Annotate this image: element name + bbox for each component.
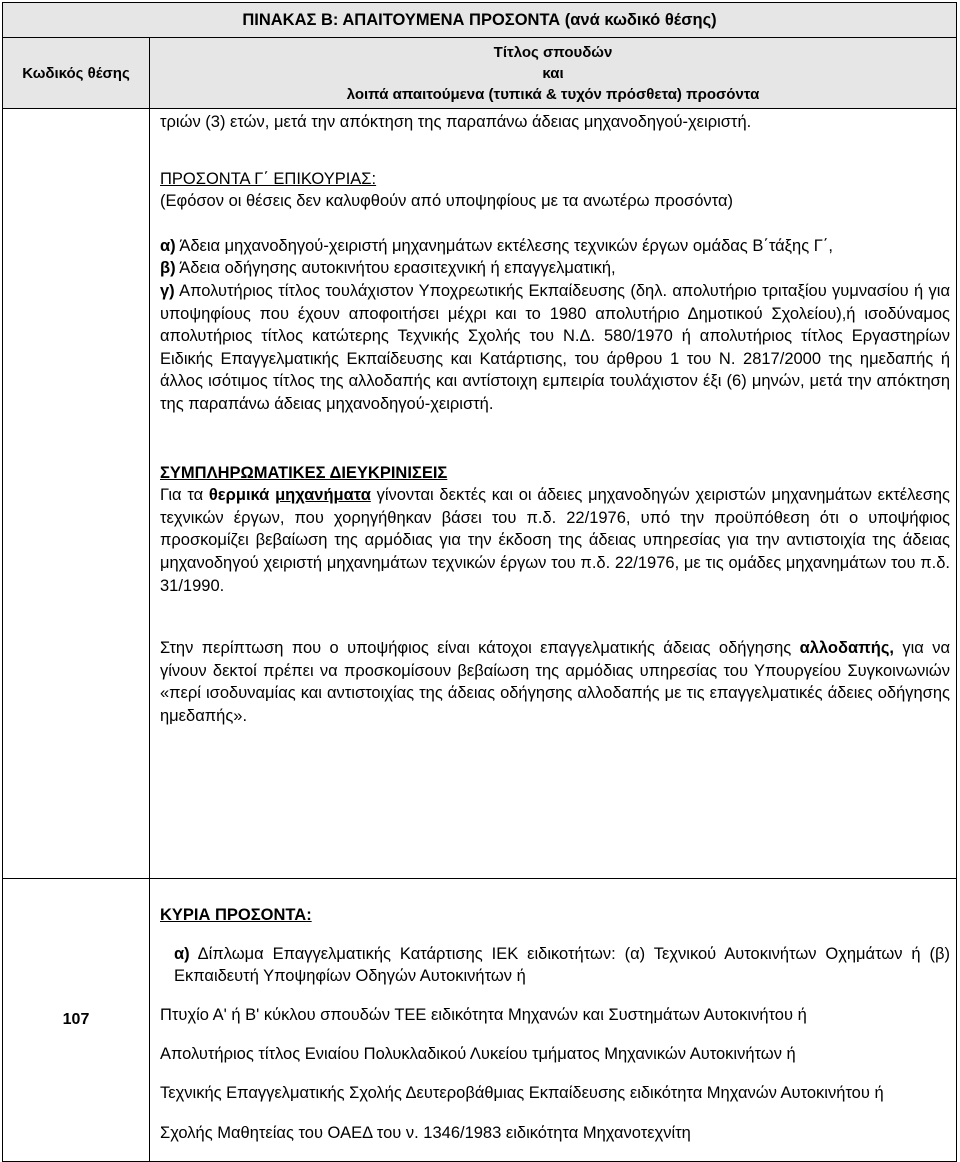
aux-item-c-text: Απολυτήριος τίτλος τουλάχιστον Υποχρεωτικής Εκπαίδευσης (δηλ. απολυτήριο τριταξίου γυμνασίου ή για υποψηφίους που έχουν αποφοιτήσει μέχρι και το 1980 απολυτήριο Δημοτικού Σχολείου),ή ισοδύναμος απολυτήριος τίτλος κατώτερης Τεχνικής Σχολής του Ν.Δ. 580/1970 ή απολυτήριος τίτλος Εργαστηρίων Ειδικής Επαγγελματικής Εκπαίδευσης και Κατάρτισης, του άρθρου 1 του Ν. 2817/2000 της ημεδαπής ή άλλος ισότιμος τίτλος της αλλοδαπής και αντίστοιχη εμπειρία τουλάχιστον έξι (6) μηνών, μετά την απόκτηση της παραπάνω άδειας μηχανοδηγού-χειριστή. bbox=[160, 281, 950, 413]
table-row bbox=[3, 109, 957, 879]
clarif-p2-pre: Στην περίπτωση που ο υποψήφιος είναι κάτοχοι επαγγελματικής άδειας οδήγησης bbox=[160, 639, 800, 658]
aux-item-a bbox=[160, 235, 950, 258]
col-header-line-1: Τίτλος σπουδών bbox=[493, 43, 613, 61]
clarif-p1-bold-2: μηχανήματα bbox=[275, 486, 371, 505]
aux-item-a-label: α) bbox=[160, 236, 176, 255]
col-header-line-2: και bbox=[542, 64, 564, 82]
main-item-line-4: Τεχνικής Επαγγελματικής Σχολής Δευτεροβάθμιας Εκπαίδευσης ειδικότητα Μηχανών Αυτοκινήτου ή bbox=[160, 1084, 884, 1103]
main-qualifications-heading: ΚΥΡΙΑ ΠΡΟΣΟΝΤΑ: bbox=[160, 905, 312, 924]
aux-item-c-label: γ) bbox=[160, 281, 175, 300]
col-header-code: Κωδικός θέσης bbox=[3, 38, 150, 109]
main-item-line-3: Απολυτήριος τίτλος Ενιαίου Πολυκλαδικού Λυκείου τμήματος Μηχανικών Αυτοκινήτων ή bbox=[160, 1045, 796, 1064]
clarif-p1-pre: Για τα bbox=[160, 486, 209, 505]
col-header-line-3: λοιπά απαιτούμενα (τυπικά & τυχόν πρόσθετα) προσόντα bbox=[346, 85, 760, 103]
continuation-text: τριών (3) ετών, μετά την απόκτηση της παραπάνω άδειας μηχανοδηγού-χειριστή. bbox=[160, 113, 752, 131]
table-title-row bbox=[3, 3, 957, 38]
aux-item-c bbox=[160, 280, 950, 416]
clarif-p2-bold: αλλοδαπής, bbox=[799, 639, 894, 658]
table-title: ΠΙΝΑΚΑΣ Β: ΑΠΑΙΤΟΥΜΕΝΑ ΠΡΟΣΟΝΤΑ (ανά κωδικό θέσης) bbox=[3, 3, 957, 38]
main-item-a bbox=[160, 943, 950, 988]
clarifications-heading: ΣΥΜΠΛΗΡΩΜΑΤΙΚΕΣ ΔΙΕΥΚΡΙΝΙΣΕΙΣ bbox=[160, 463, 448, 482]
main-item-line-2: Πτυχίο Α' ή Β' κύκλου σπουδών ΤΕΕ ειδικότητα Μηχανών και Συστημάτων Αυτοκινήτου ή bbox=[160, 1006, 807, 1025]
aux-item-b bbox=[160, 257, 950, 280]
table-row bbox=[3, 879, 957, 1162]
qualifications-cell bbox=[150, 109, 957, 879]
main-item-line-5: Σχολής Μαθητείας του ΟΑΕΔ του ν. 1346/1983 ειδικότητα Μηχανοτεχνίτη bbox=[160, 1123, 691, 1142]
requirements-table bbox=[2, 2, 957, 1162]
main-item-a-label: α) bbox=[174, 944, 190, 963]
col-header-qualifications bbox=[150, 38, 957, 109]
aux-item-b-label: β) bbox=[160, 259, 176, 278]
clarif-p1-post: γίνονται δεκτές και οι άδειες μηχανοδηγών χειριστών μηχανημάτων εκτέλεσης τεχνικών έργων, που χορηγήθηκαν βάσει του π.δ. 22/1976, υπό την προϋπόθεση ότι ο υποψήφιος προσκομίζει βεβαίωση της αρμόδιας για την έκδοση της άδειας υπηρεσίας για την αντιστοιχία της άδειας μηχανοδηγού χειριστή μηχανημάτων τεχνικών έργων του π.δ. 22/1976, με τις ομάδες μηχανημάτων του π.δ. 31/1990. bbox=[160, 486, 951, 595]
main-item-a-text: Δίπλωμα Επαγγελματικής Κατάρτισης ΙΕΚ ειδικοτήτων: (α) Τεχνικού Αυτοκινήτων Οχημάτων ή (β) Εκπαιδευτή Υποψηφίων Οδηγών Αυτοκινήτων ή bbox=[174, 944, 950, 986]
clarif-p1-bold-1: θερμικά bbox=[208, 486, 270, 505]
aux-item-a-text: Άδεια μηχανοδηγού-χειριστή μηχανημάτων εκτέλεσης τεχνικών έργων ομάδας Β΄τάξης Γ΄, bbox=[175, 236, 833, 255]
auxiliary-heading: ΠΡΟΣΟΝΤΑ Γ΄ ΕΠΙΚΟΥΡΙΑΣ: bbox=[160, 169, 377, 188]
clarif-p2-post: για να γίνουν δεκτοί πρέπει να προσκομίσουν βεβαίωση της αρμόδιας υπηρεσίας του Υπουργείου Συγκοινωνιών «περί ισοδυναμίας και αντιστοιχίας της άδειας οδήγησης αλλοδαπής με τις επαγγελματικές άδειες οδήγησης ημεδαπής». bbox=[160, 639, 950, 725]
column-header-row bbox=[3, 38, 957, 109]
clarification-paragraph-2 bbox=[160, 637, 950, 727]
clarification-paragraph-1 bbox=[160, 484, 950, 597]
auxiliary-note: (Εφόσον οι θέσεις δεν καλυφθούν από υποψηφίους με τα ανωτέρω προσόντα) bbox=[160, 192, 733, 211]
position-code-cell: 107 bbox=[3, 879, 150, 1162]
aux-item-b-text: Άδεια οδήγησης αυτοκινήτου ερασιτεχνική ή επαγγελματική, bbox=[175, 259, 616, 278]
position-code-cell bbox=[3, 109, 150, 879]
qualifications-cell bbox=[150, 879, 957, 1162]
